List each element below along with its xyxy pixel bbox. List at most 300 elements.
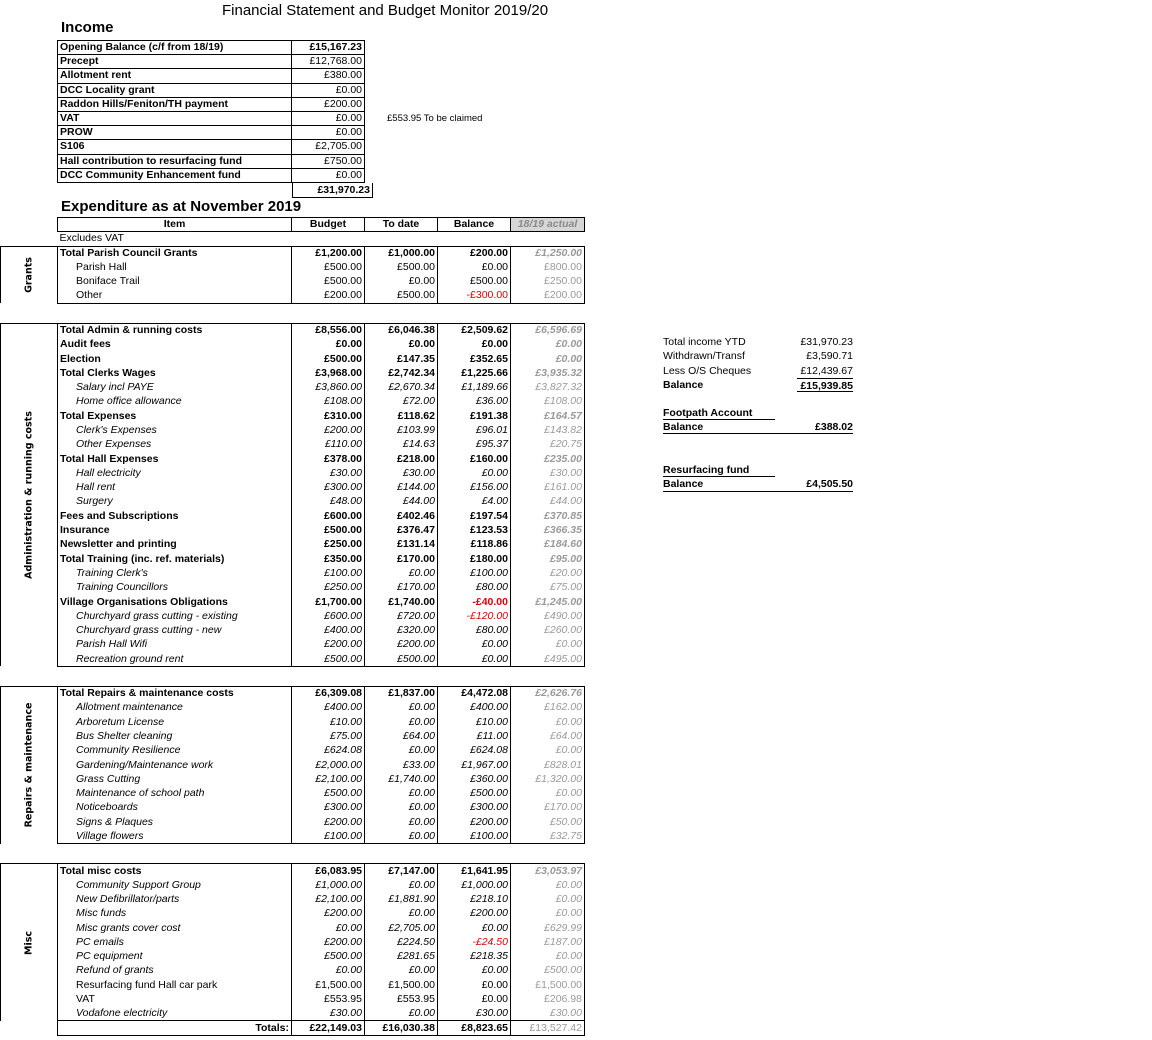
prev-actual-value: £170.00 [511, 801, 585, 815]
note-row [1, 232, 585, 246]
to-date-value: £103.99 [365, 423, 438, 437]
balance-summary [663, 335, 853, 492]
balance-value: £11.00 [438, 729, 511, 743]
income-label: Opening Balance (c/f from 18/19) [58, 41, 292, 55]
to-date-value: £72.00 [365, 395, 438, 409]
prev-actual-value: £50.00 [511, 815, 585, 829]
expenditure-table [0, 217, 585, 1036]
prev-actual-value: £0.00 [511, 949, 585, 963]
item-label: Resurfacing fund Hall car park [58, 978, 292, 992]
to-date-value: £1,500.00 [365, 978, 438, 992]
item-label: PC equipment [58, 949, 292, 963]
section-label-misc: Misc [23, 930, 35, 955]
to-date-value: £6,046.38 [365, 323, 438, 337]
to-date-value: £0.00 [365, 815, 438, 829]
item-label: PC emails [58, 935, 292, 949]
prev-actual-value: £235.00 [511, 452, 585, 466]
budget-value: £30.00 [292, 1007, 365, 1021]
income-amount: £2,705.00 [292, 140, 365, 154]
budget-value: £48.00 [292, 495, 365, 509]
balance-value: £36.00 [438, 395, 511, 409]
table-row [1, 275, 585, 289]
balance-value: £0.00 [438, 921, 511, 935]
budget-value: £250.00 [292, 538, 365, 552]
item-label: Election [58, 352, 292, 366]
balance-value: £1,967.00 [438, 758, 511, 772]
income-amount: £0.00 [292, 83, 365, 97]
table-row [1, 624, 585, 638]
income-label: S106 [58, 140, 292, 154]
to-date-value: £44.00 [365, 495, 438, 509]
prev-actual-value: £75.00 [511, 581, 585, 595]
budget-value: £500.00 [292, 949, 365, 963]
section-label-cell [1, 323, 58, 666]
prev-actual-value: £64.00 [511, 729, 585, 743]
to-date-value: £64.00 [365, 729, 438, 743]
prev-actual-value: £206.98 [511, 992, 585, 1006]
to-date-value: £0.00 [365, 701, 438, 715]
table-row [1, 744, 585, 758]
budget-value: £30.00 [292, 466, 365, 480]
prev-actual-value: £30.00 [511, 466, 585, 480]
to-date-value: £320.00 [365, 624, 438, 638]
item-label: VAT [58, 992, 292, 1006]
item-label: Total Admin & running costs [58, 323, 292, 337]
to-date-value: £7,147.00 [365, 864, 438, 878]
balance-value: £156.00 [438, 481, 511, 495]
excludes-vat-note: Excludes VAT [59, 232, 124, 245]
budget-value: £6,083.95 [292, 864, 365, 878]
item-label: Boniface Trail [58, 275, 292, 289]
balance-value: £0.00 [438, 978, 511, 992]
balance-value: £2,509.62 [438, 323, 511, 337]
col-to-date-header: To date [365, 218, 438, 232]
balance-value: £0.00 [438, 260, 511, 274]
income-row [58, 97, 485, 111]
item-label: Total Repairs & maintenance costs [58, 686, 292, 700]
prev-actual-value: £44.00 [511, 495, 585, 509]
to-date-value: £0.00 [365, 338, 438, 352]
budget-value: £300.00 [292, 801, 365, 815]
to-date-value: £2,742.34 [365, 366, 438, 380]
table-row [1, 949, 585, 963]
budget-value: £200.00 [292, 638, 365, 652]
to-date-value: £720.00 [365, 609, 438, 623]
income-row [58, 83, 485, 97]
table-row [1, 907, 585, 921]
table-row [1, 878, 585, 892]
table-row [1, 495, 585, 509]
to-date-value: £0.00 [365, 715, 438, 729]
prev-actual-value: £162.00 [511, 701, 585, 715]
to-date-value: £0.00 [365, 878, 438, 892]
budget-value: £500.00 [292, 786, 365, 800]
total-balance: £8,823.65 [438, 1021, 511, 1035]
income-amount: £12,768.00 [292, 55, 365, 69]
budget-value: £200.00 [292, 815, 365, 829]
table-row [1, 978, 585, 992]
to-date-value: £500.00 [365, 260, 438, 274]
item-label: Gardening/Maintenance work [58, 758, 292, 772]
balance-value: £80.00 [438, 624, 511, 638]
budget-value: £500.00 [292, 523, 365, 537]
item-label: Misc grants cover cost [58, 921, 292, 935]
budget-value: £108.00 [292, 395, 365, 409]
to-date-value: £131.14 [365, 538, 438, 552]
item-label: Churchyard grass cutting - new [58, 624, 292, 638]
prev-actual-value: £490.00 [511, 609, 585, 623]
balance-value: £0.00 [438, 466, 511, 480]
budget-value: £10.00 [292, 715, 365, 729]
budget-value: £200.00 [292, 289, 365, 303]
table-row [1, 964, 585, 978]
income-row [58, 41, 485, 55]
item-label: Vodafone electricity [58, 1007, 292, 1021]
balance-value: £1,000.00 [438, 878, 511, 892]
item-label: Noticeboards [58, 801, 292, 815]
balance-value: £1,225.66 [438, 366, 511, 380]
income-amount: £380.00 [292, 69, 365, 83]
item-label: Community Resilience [58, 744, 292, 758]
table-row [1, 638, 585, 652]
section-label-cell [1, 864, 58, 1021]
income-label: Precept [58, 55, 292, 69]
prev-actual-value: £0.00 [511, 744, 585, 758]
table-row [1, 921, 585, 935]
to-date-value: £118.62 [365, 409, 438, 423]
to-date-value: £0.00 [365, 744, 438, 758]
balance-value: £96.01 [438, 423, 511, 437]
prev-actual-value: £0.00 [511, 352, 585, 366]
prev-actual-value: £20.75 [511, 438, 585, 452]
prev-actual-value: £108.00 [511, 395, 585, 409]
prev-actual-value: £0.00 [511, 878, 585, 892]
to-date-value: £170.00 [365, 552, 438, 566]
to-date-value: £30.00 [365, 466, 438, 480]
prev-actual-value: £161.00 [511, 481, 585, 495]
table-row [1, 452, 585, 466]
income-label: DCC Locality grant [58, 83, 292, 97]
table-row [1, 481, 585, 495]
summary-balance-value: £15,939.85 [797, 378, 853, 392]
balance-value: £0.00 [438, 964, 511, 978]
income-amount: £0.00 [292, 168, 365, 182]
balance-value: £200.00 [438, 246, 511, 260]
income-row [58, 140, 485, 154]
table-row [1, 829, 585, 843]
item-label: Churchyard grass cutting - existing [58, 609, 292, 623]
balance-value: £300.00 [438, 801, 511, 815]
balance-value: £200.00 [438, 907, 511, 921]
item-label: Audit fees [58, 338, 292, 352]
table-row [1, 609, 585, 623]
budget-value: £624.08 [292, 744, 365, 758]
budget-value: £200.00 [292, 907, 365, 921]
budget-value: £0.00 [292, 338, 365, 352]
prev-actual-value: £0.00 [511, 638, 585, 652]
table-row [1, 352, 585, 366]
balance-value: £30.00 [438, 1007, 511, 1021]
table-row [1, 1007, 585, 1021]
item-label: Training Councillors [58, 581, 292, 595]
table-row [1, 438, 585, 452]
item-label: Recreation ground rent [58, 652, 292, 666]
item-label: Misc funds [58, 907, 292, 921]
item-label: Maintenance of school path [58, 786, 292, 800]
prev-actual-value: £629.99 [511, 921, 585, 935]
to-date-value: £14.63 [365, 438, 438, 452]
item-label: Home office allowance [58, 395, 292, 409]
to-date-value: £0.00 [365, 275, 438, 289]
income-label: Raddon Hills/Feniton/TH payment [58, 97, 292, 111]
item-label: Clerk's Expenses [58, 423, 292, 437]
balance-value: £100.00 [438, 566, 511, 580]
balance-value: £218.35 [438, 949, 511, 963]
table-row [1, 864, 585, 878]
item-label: New Defibrillator/parts [58, 892, 292, 906]
resurfacing-fund: Resurfacing fund Balance £4,505.50 [663, 464, 853, 491]
budget-value: £1,000.00 [292, 878, 365, 892]
section-label-repairs: Repairs & maintenance [23, 702, 35, 828]
prev-actual-value: £32.75 [511, 829, 585, 843]
table-row [1, 786, 585, 800]
prev-actual-value: £1,245.00 [511, 595, 585, 609]
balance-value: £0.00 [438, 338, 511, 352]
to-date-value: £1,740.00 [365, 595, 438, 609]
budget-value: £0.00 [292, 921, 365, 935]
table-row [1, 523, 585, 537]
item-label: Grass Cutting [58, 772, 292, 786]
prev-actual-value: £495.00 [511, 652, 585, 666]
prev-actual-value: £366.35 [511, 523, 585, 537]
column-header-row [1, 218, 585, 232]
item-label: Parish Hall [58, 260, 292, 274]
item-label: Parish Hall Wifi [58, 638, 292, 652]
to-date-value: £200.00 [365, 638, 438, 652]
budget-value: £110.00 [292, 438, 365, 452]
income-label: Allotment rent [58, 69, 292, 83]
budget-value: £553.95 [292, 992, 365, 1006]
budget-value: £350.00 [292, 552, 365, 566]
total-to-date: £16,030.38 [365, 1021, 438, 1035]
item-label: Total Training (inc. ref. materials) [58, 552, 292, 566]
prev-actual-value: £0.00 [511, 786, 585, 800]
income-label: PROW [58, 126, 292, 140]
summary-balance-row: Balance £15,939.85 [663, 378, 853, 392]
prev-actual-value: £200.00 [511, 289, 585, 303]
table-row [1, 260, 585, 274]
to-date-value: £224.50 [365, 935, 438, 949]
balance-value: £191.38 [438, 409, 511, 423]
prev-actual-value: £250.00 [511, 275, 585, 289]
prev-actual-value: £187.00 [511, 935, 585, 949]
budget-value: £600.00 [292, 609, 365, 623]
budget-value: £75.00 [292, 729, 365, 743]
table-row [1, 466, 585, 480]
to-date-value: £2,670.34 [365, 380, 438, 394]
balance-value: £500.00 [438, 275, 511, 289]
budget-value: £2,000.00 [292, 758, 365, 772]
prev-actual-value: £500.00 [511, 964, 585, 978]
to-date-value: £500.00 [365, 289, 438, 303]
item-label: Surgery [58, 495, 292, 509]
footpath-heading: Footpath Account [663, 407, 775, 420]
item-label: Total Clerks Wages [58, 366, 292, 380]
to-date-value: £0.00 [365, 786, 438, 800]
to-date-value: £402.46 [365, 509, 438, 523]
total-budget: £22,149.03 [292, 1021, 365, 1035]
income-row [58, 55, 485, 69]
prev-actual-value: £828.01 [511, 758, 585, 772]
table-row [1, 758, 585, 772]
table-row [1, 892, 585, 906]
prev-actual-value: £143.82 [511, 423, 585, 437]
balance-value: £624.08 [438, 744, 511, 758]
table-row [1, 409, 585, 423]
balance-value: £200.00 [438, 815, 511, 829]
to-date-value: £0.00 [365, 964, 438, 978]
table-row [1, 366, 585, 380]
balance-value: £500.00 [438, 786, 511, 800]
budget-value: £8,556.00 [292, 323, 365, 337]
balance-value: -£24.50 [438, 935, 511, 949]
prev-actual-value: £30.00 [511, 1007, 585, 1021]
section-label-grants: Grants [23, 257, 35, 293]
item-label: Hall rent [58, 481, 292, 495]
income-row [58, 69, 485, 83]
item-label: Fees and Subscriptions [58, 509, 292, 523]
budget-value: £1,700.00 [292, 595, 365, 609]
prev-actual-value: £3,827.32 [511, 380, 585, 394]
balance-value: £118.86 [438, 538, 511, 552]
budget-value: £500.00 [292, 260, 365, 274]
table-row [1, 289, 585, 303]
budget-value: £250.00 [292, 581, 365, 595]
balance-value: £160.00 [438, 452, 511, 466]
income-amount: £200.00 [292, 97, 365, 111]
item-label: Total Hall Expenses [58, 452, 292, 466]
to-date-value: £1,000.00 [365, 246, 438, 260]
col-balance-header: Balance [438, 218, 511, 232]
item-label: Signs & Plaques [58, 815, 292, 829]
item-label: Training Clerk's [58, 566, 292, 580]
income-label: Hall contribution to resurfacing fund [58, 154, 292, 168]
balance-value: £0.00 [438, 638, 511, 652]
prev-actual-value: £95.00 [511, 552, 585, 566]
income-amount: £0.00 [292, 111, 365, 125]
table-row [1, 715, 585, 729]
budget-value: £0.00 [292, 964, 365, 978]
budget-value: £300.00 [292, 481, 365, 495]
budget-value: £200.00 [292, 423, 365, 437]
balance-value: £197.54 [438, 509, 511, 523]
budget-value: £6,309.08 [292, 686, 365, 700]
table-row [1, 992, 585, 1006]
balance-value: £95.37 [438, 438, 511, 452]
table-row [1, 686, 585, 700]
total-prev-actual: £13,527.42 [511, 1021, 585, 1035]
balance-value: £0.00 [438, 652, 511, 666]
table-row [1, 538, 585, 552]
item-label: Allotment maintenance [58, 701, 292, 715]
table-row [1, 323, 585, 337]
balance-value: £4,472.08 [438, 686, 511, 700]
to-date-value: £1,837.00 [365, 686, 438, 700]
balance-value: £10.00 [438, 715, 511, 729]
to-date-value: £1,740.00 [365, 772, 438, 786]
prev-actual-value: £0.00 [511, 715, 585, 729]
footpath-account: Footpath Account Balance £388.02 [663, 407, 853, 434]
expenditure-heading: Expenditure as at November 2019 [61, 198, 302, 215]
prev-actual-value: £1,320.00 [511, 772, 585, 786]
table-row [1, 772, 585, 786]
income-total: £31,970.23 [292, 183, 373, 198]
resurfacing-heading: Resurfacing fund [663, 464, 775, 477]
budget-value: £1,500.00 [292, 978, 365, 992]
prev-actual-value: £164.57 [511, 409, 585, 423]
footpath-balance-value: £388.02 [815, 421, 853, 434]
item-label: Total Parish Council Grants [58, 246, 292, 260]
budget-value: £600.00 [292, 509, 365, 523]
budget-value: £3,860.00 [292, 380, 365, 394]
to-date-value: £0.00 [365, 801, 438, 815]
to-date-value: £376.47 [365, 523, 438, 537]
prev-actual-value: £20.00 [511, 566, 585, 580]
prev-actual-value: £3,053.97 [511, 864, 585, 878]
budget-value: £100.00 [292, 566, 365, 580]
budget-value: £100.00 [292, 829, 365, 843]
balance-value: £4.00 [438, 495, 511, 509]
col-item-header: Item [58, 218, 292, 232]
budget-value: £500.00 [292, 352, 365, 366]
income-row [58, 126, 485, 140]
balance-value: -£300.00 [438, 289, 511, 303]
to-date-value: £170.00 [365, 581, 438, 595]
item-label: Hall electricity [58, 466, 292, 480]
budget-value: £400.00 [292, 701, 365, 715]
table-row [1, 509, 585, 523]
balance-value: £352.65 [438, 352, 511, 366]
budget-value: £3,968.00 [292, 366, 365, 380]
to-date-value: £500.00 [365, 652, 438, 666]
balance-value: £0.00 [438, 992, 511, 1006]
prev-actual-value: £1,500.00 [511, 978, 585, 992]
table-row [1, 701, 585, 715]
to-date-value: £147.35 [365, 352, 438, 366]
item-label: Village flowers [58, 829, 292, 843]
summary-row: Total income YTD £31,970.23 [663, 336, 853, 348]
table-row [1, 801, 585, 815]
item-label: Other [58, 289, 292, 303]
budget-value: £400.00 [292, 624, 365, 638]
budget-value: £2,100.00 [292, 892, 365, 906]
income-row [58, 154, 485, 168]
table-row [1, 581, 585, 595]
to-date-value: £0.00 [365, 907, 438, 921]
col-prev-actual-header: 18/19 actual [511, 218, 585, 232]
income-row [58, 168, 485, 182]
prev-actual-value: £6,596.69 [511, 323, 585, 337]
balance-value: -£40.00 [438, 595, 511, 609]
to-date-value: £553.95 [365, 992, 438, 1006]
section-label-cell [1, 246, 58, 303]
to-date-value: £2,705.00 [365, 921, 438, 935]
balance-value: -£120.00 [438, 609, 511, 623]
budget-value: £200.00 [292, 935, 365, 949]
balance-value: £218.10 [438, 892, 511, 906]
prev-actual-value: £0.00 [511, 338, 585, 352]
item-label: Bus Shelter cleaning [58, 729, 292, 743]
